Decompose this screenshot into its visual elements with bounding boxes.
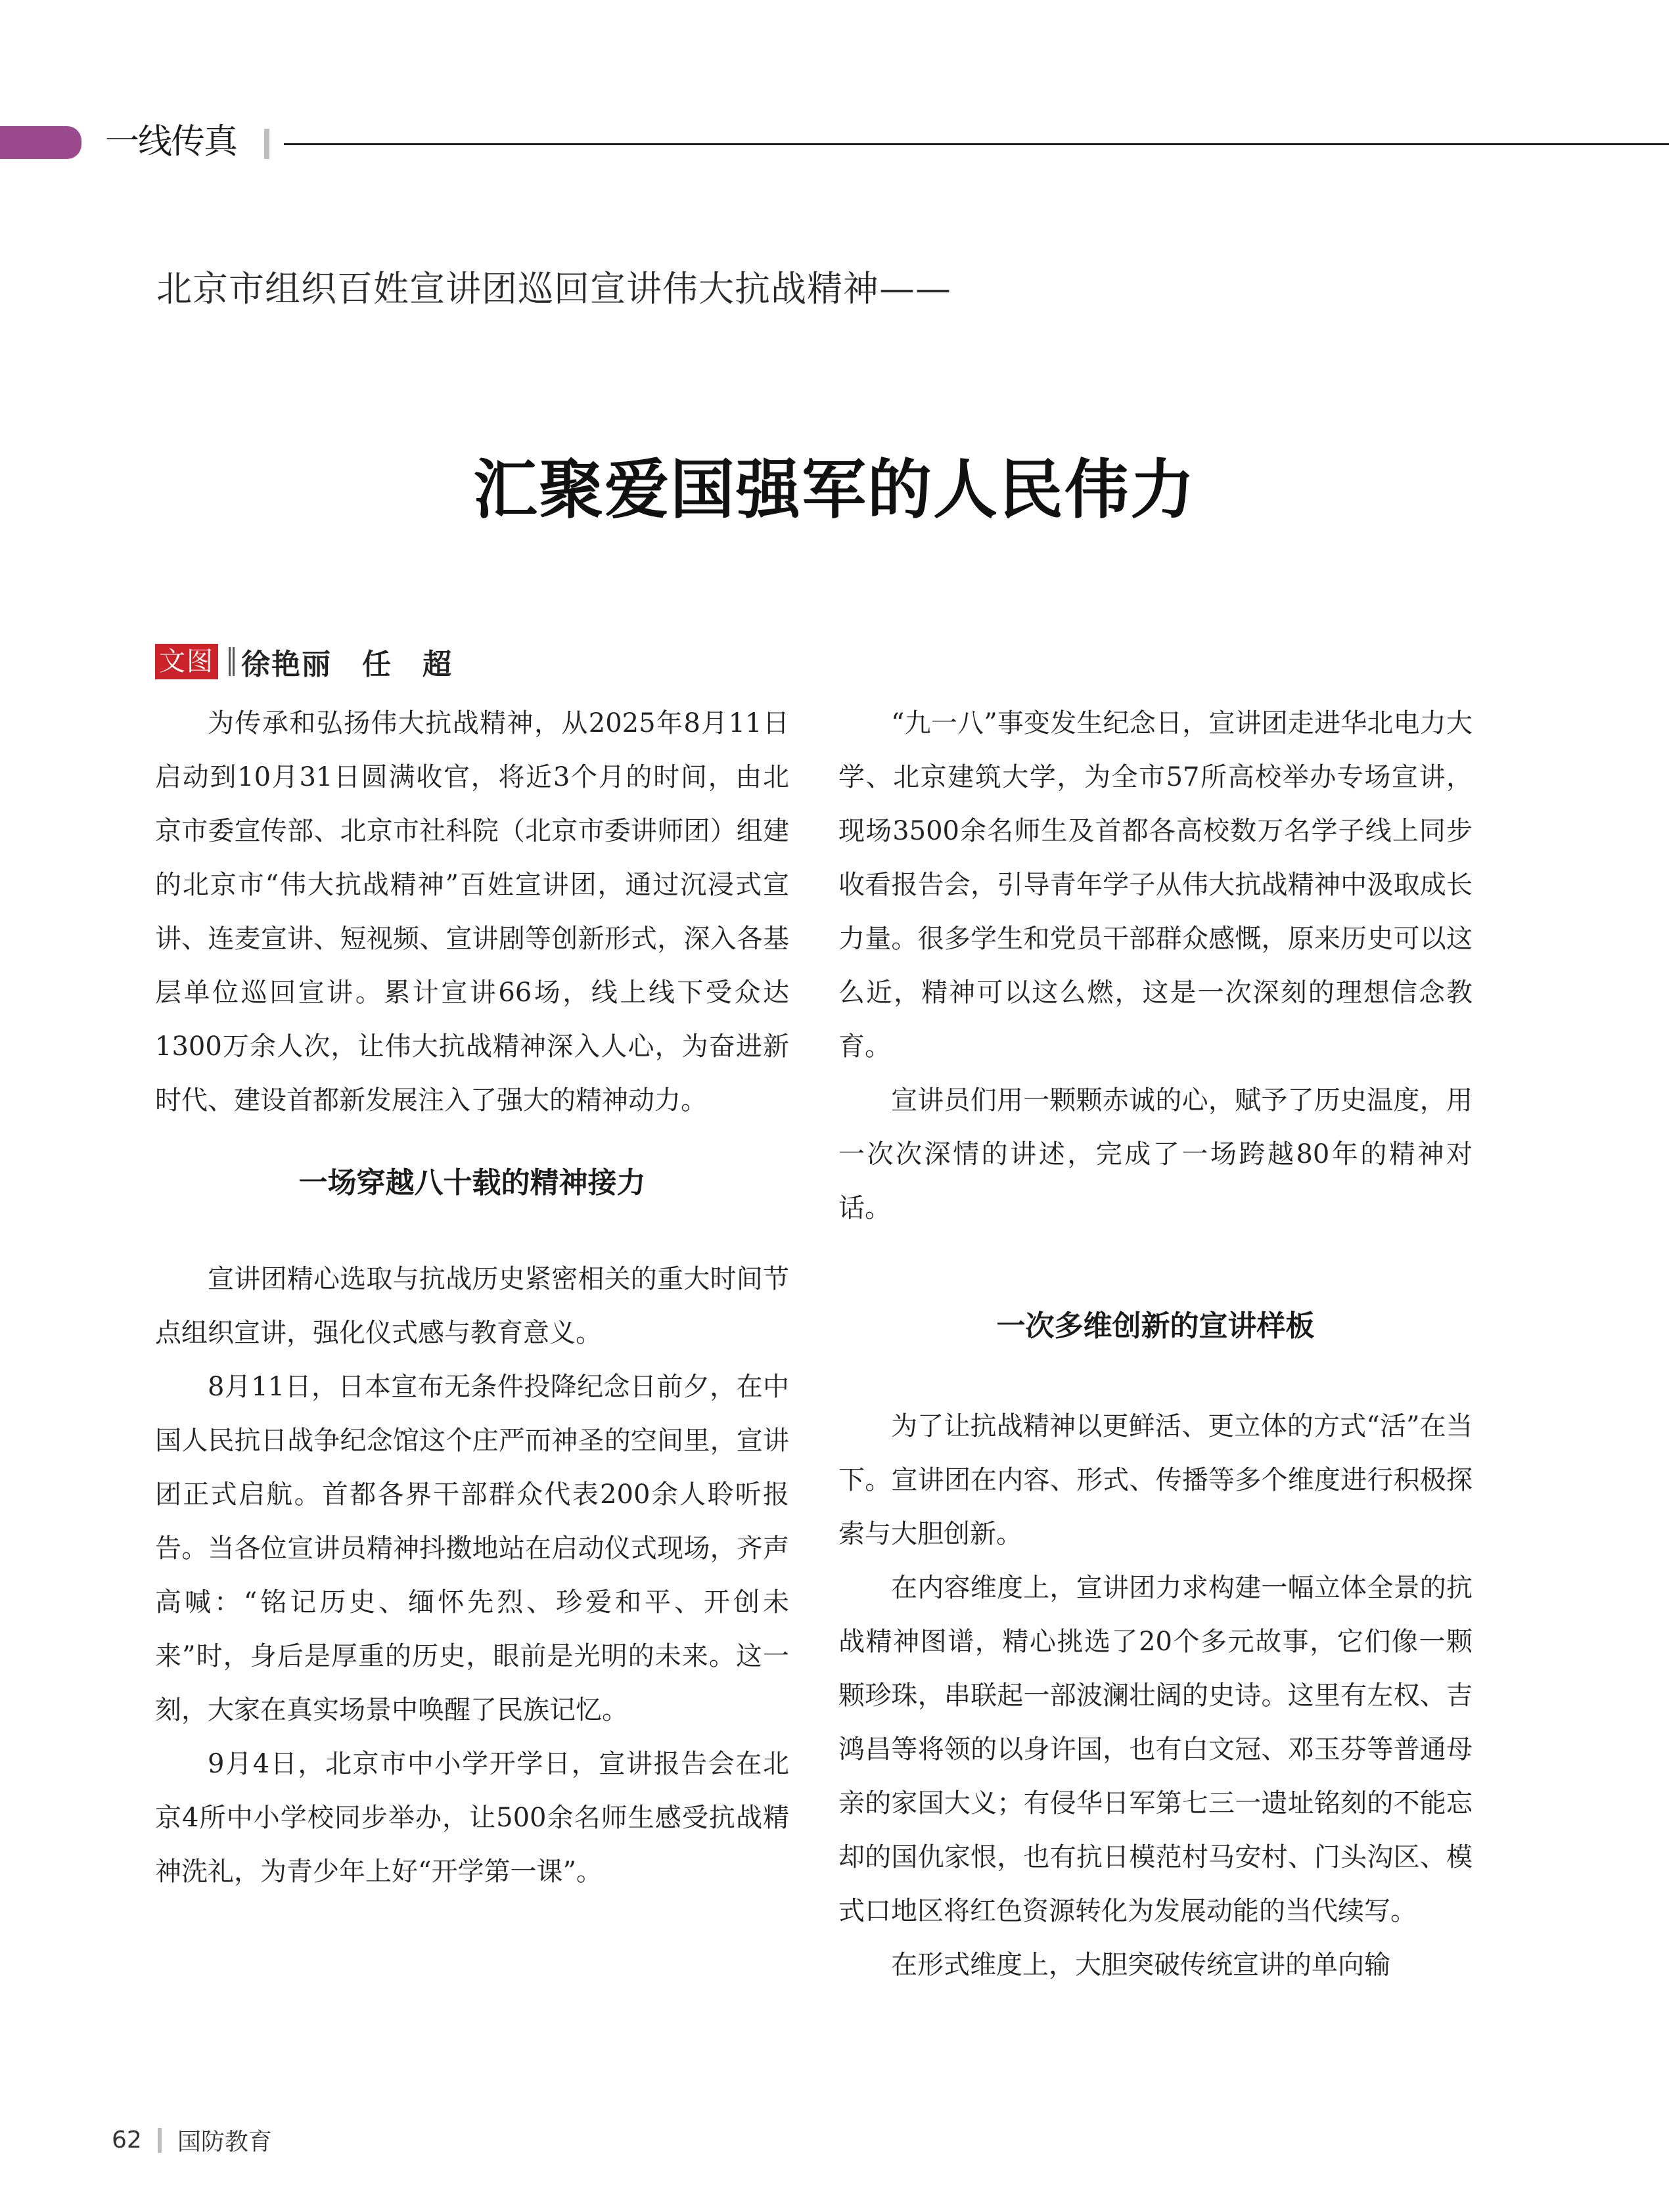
body-paragraph: “九一八”事变发生纪念日，宣讲团走进华北电力大学、北京建筑大学，为全市57所高校举办专场宣讲，现场3500余名师生及首都各高校数万名学子线上同步收看报告会，引导青年学子从伟大抗战精神中汲取成长力量。很多学生和党员干部群众感慨，原来历史可以这么近，精神可以这么燃，这是一次深刻的理想信念教育。 (838, 708, 1473, 1062)
right-column (838, 696, 1473, 1992)
section-accent-tab (0, 126, 81, 159)
publication-name: 国防教育 (177, 2129, 272, 2156)
article-kicker: 北京市组织百姓宣讲团巡回宣讲伟大抗战精神—— (156, 268, 951, 309)
intro-paragraph: 为传承和弘扬伟大抗战精神，从2025年8月11日启动到10月31日圆满收官，将近3个月的时间，由北京市委宣传部、北京市社科院（北京市委讲师团）组建的北京市“伟大抗战精神”百姓宣讲团，通过沉浸式宣讲、连麦宣讲、短视频、宣讲剧等创新形式，深入各基层单位巡回宣讲。累计宣讲66场，线上线下受众达1300万余人次，让伟大抗战精神深入人心，为奋进新时代、建设首都新发展注入了强大的精神动力。 (155, 708, 789, 1116)
body-paragraph: 宣讲团精心选取与抗战历史紧密相关的重大时间节点组织宣讲，强化仪式感与教育意义。 (155, 1264, 789, 1348)
page-number: 62 (112, 2127, 142, 2154)
byline-separator (229, 647, 235, 676)
byline-authors: 徐艳丽 任 超 (241, 648, 453, 681)
section-heading-2: 一次多维创新的宣讲样板 (996, 1309, 1315, 1343)
left-column (155, 696, 789, 1899)
body-paragraph: 8月11日，日本宣布无条件投降纪念日前夕，在中国人民抗日战争纪念馆这个庄严而神圣的空间里，宣讲团正式启航。首都各界干部群众代表200余人聆听报告。当各位宣讲员精神抖擞地站在启动仪式现场，齐声高喊：“铭记历史、缅怀先烈、珍爱和平、开创未来”时，身后是厚重的历史，眼前是光明的未来。这一刻，大家在真实场景中唤醒了民族记忆。 (155, 1372, 789, 1725)
section-title: 一线传真 (105, 122, 237, 162)
body-paragraph: 在形式维度上，大胆突破传统宣讲的单向输 (891, 1950, 1390, 1980)
footer-divider (158, 2128, 162, 2153)
byline (155, 641, 453, 683)
byline-tag: 文图 (155, 644, 218, 679)
body-paragraph: 宣讲员们用一颗颗赤诚的心，赋予了历史温度，用一次次深情的讲述，完成了一场跨越80年的精神对话。 (838, 1085, 1473, 1223)
section-heading-1: 一场穿越八十载的精神接力 (298, 1166, 646, 1200)
page-footer (112, 2123, 272, 2157)
body-paragraph: 9月4日，北京市中小学开学日，宣讲报告会在北京4所中小学校同步举办，让500余名师生感受抗战精神洗礼，为青少年上好“开学第一课”。 (155, 1749, 789, 1887)
article-headline: 汇聚爱国强军的人民伟力 (472, 453, 1196, 528)
header-divider-bar (264, 129, 269, 159)
body-paragraph: 在内容维度上，宣讲团力求构建一幅立体全景的抗战精神图谱，精心挑选了20个多元故事，它们像一颗颗珍珠，串联起一部波澜壮阔的史诗。这里有左权、吉鸿昌等将领的以身许国，也有白文冠、邓玉芬等普通母亲的家国大义；有侵华日军第七三一遗址铭刻的不能忘却的国仇家恨，也有抗日模范村马安村、门头沟区、模式口地区将红色资源转化为发展动能的当代续写。 (838, 1573, 1473, 1926)
body-paragraph: 为了让抗战精神以更鲜活、更立体的方式“活”在当下。宣讲团在内容、形式、传播等多个维度进行积极探索与大胆创新。 (838, 1411, 1473, 1549)
header-rule (284, 143, 1669, 145)
